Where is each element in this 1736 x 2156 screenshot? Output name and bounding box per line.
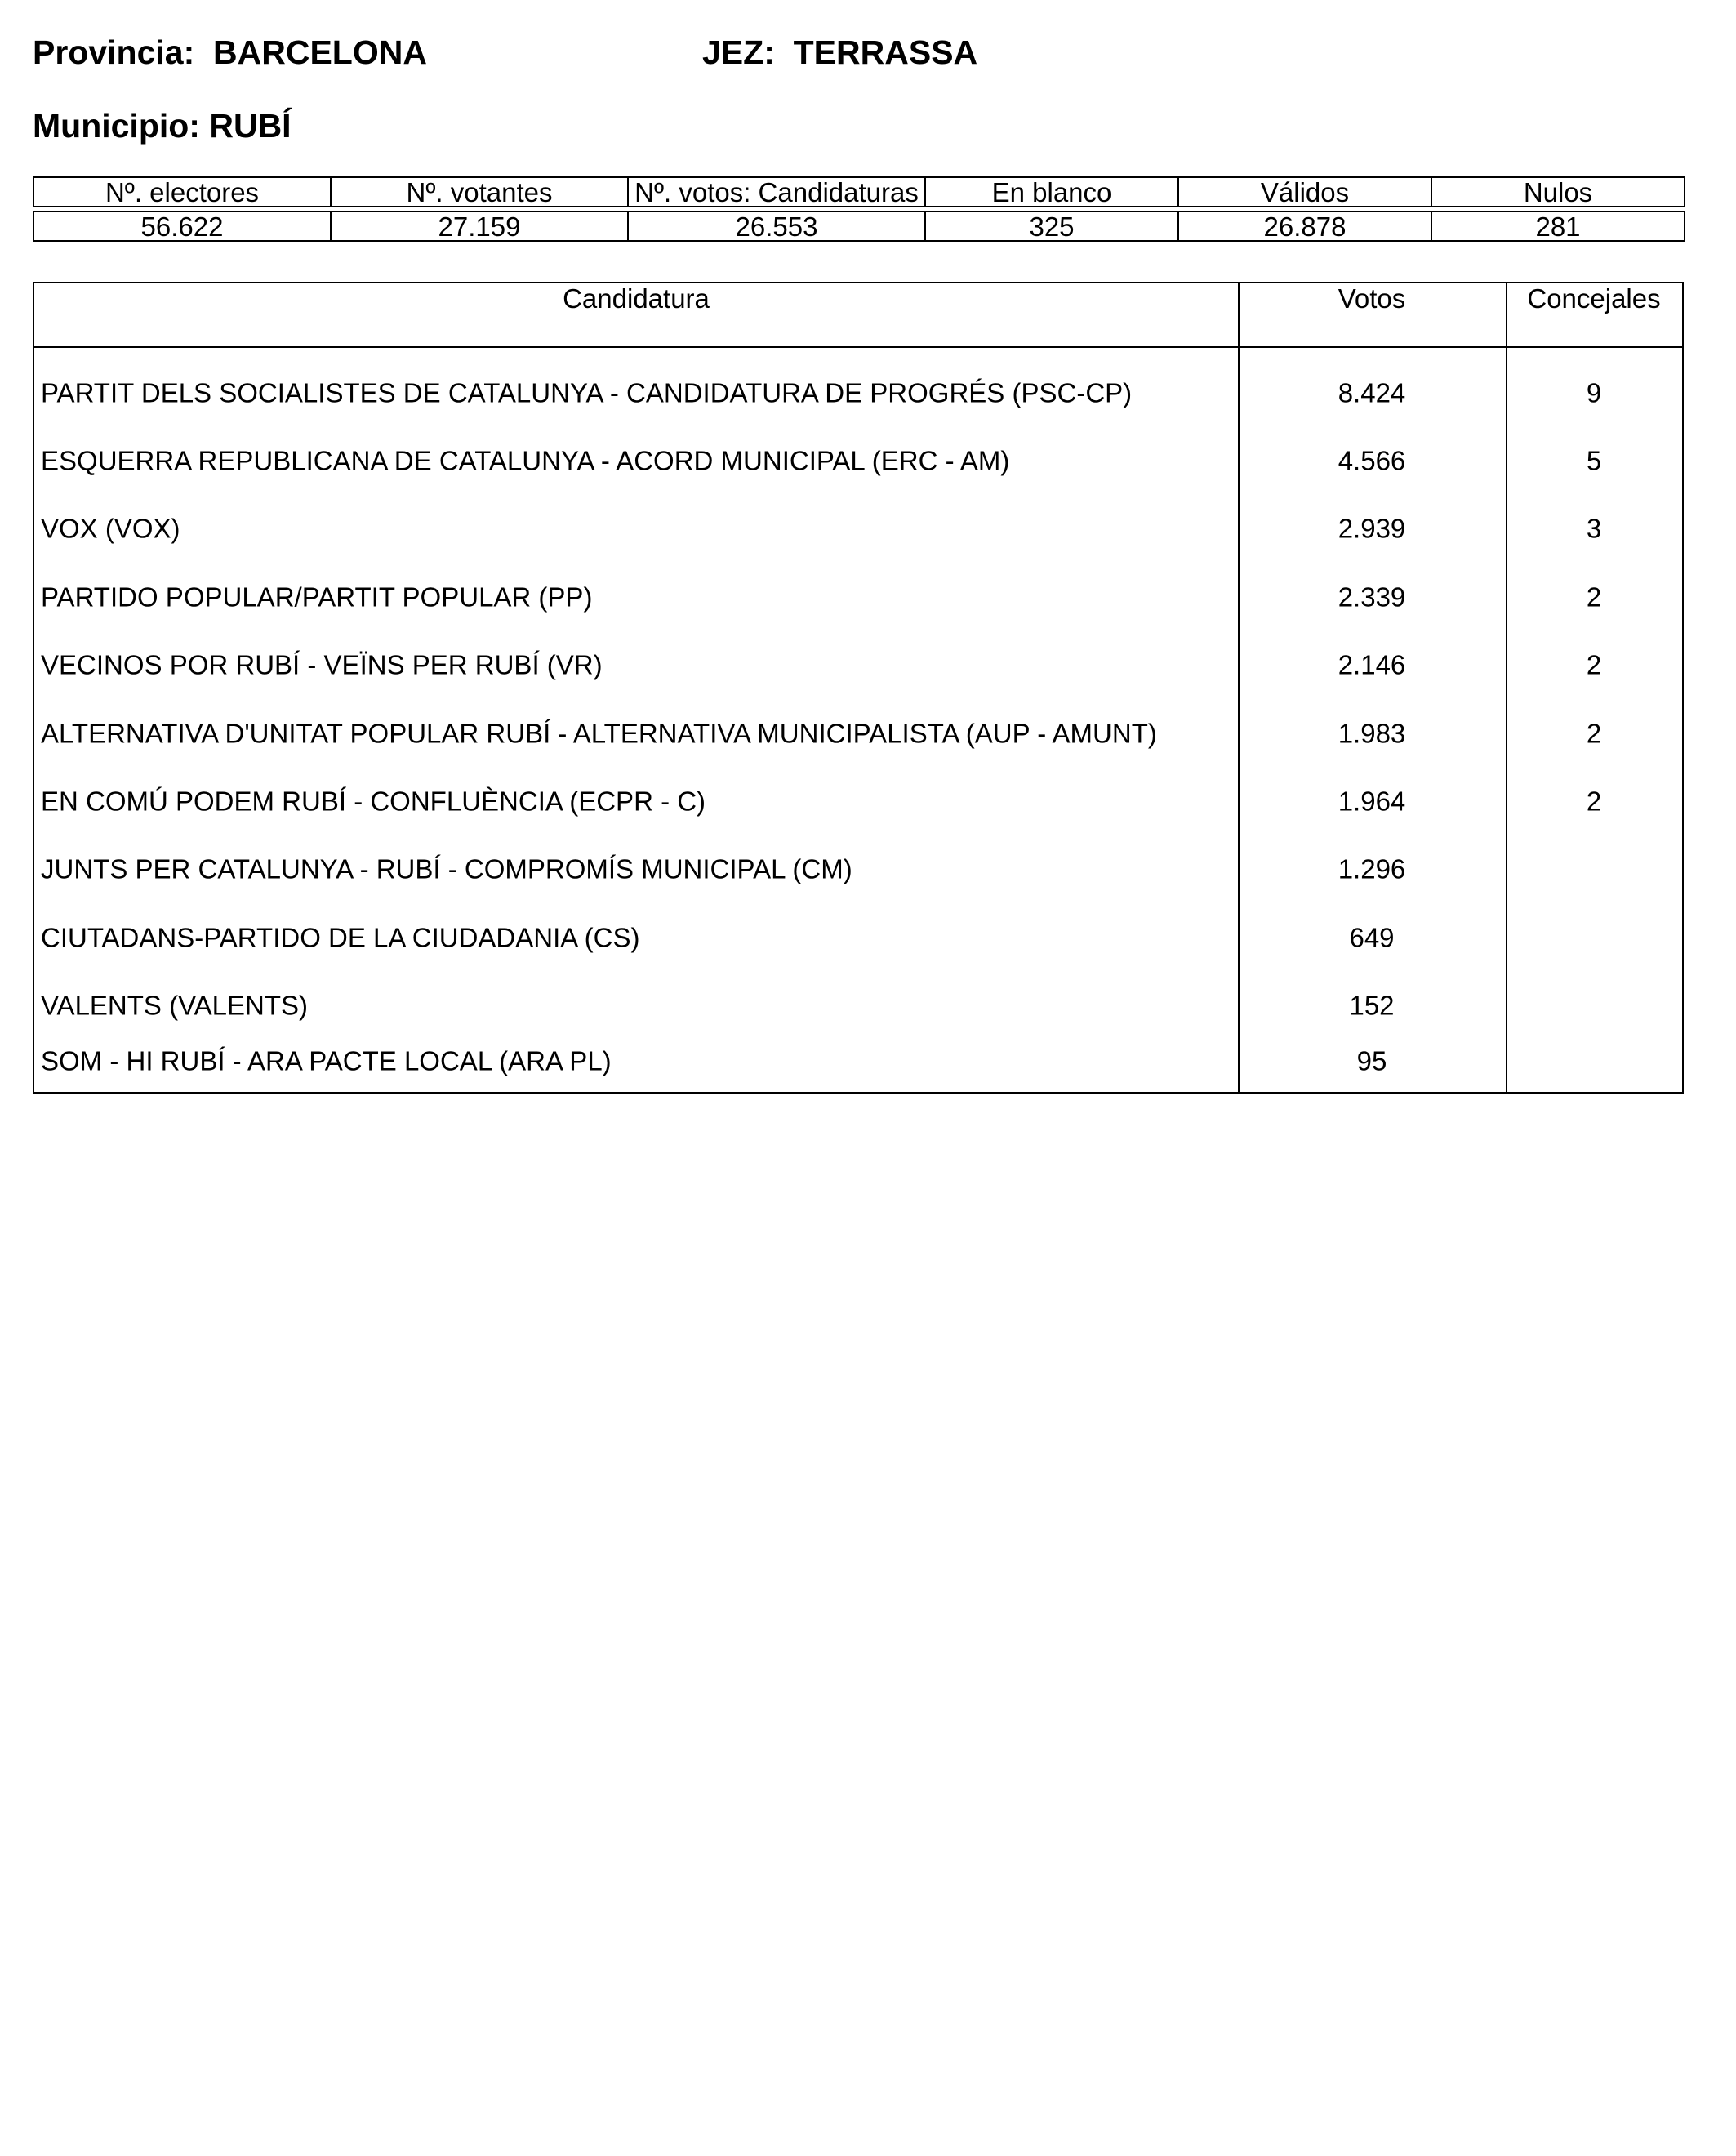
concejales-value: 5 [1586,445,1602,476]
results-table [33,282,1684,1094]
summary-label: Válidos [1178,177,1431,207]
votos-value: 2.939 [1338,513,1406,544]
concejales-value: 3 [1586,513,1602,544]
header-candidatura: Candidatura [563,283,710,314]
municipio-title: Municipio: RUBÍ [33,107,292,145]
candidatura-name: VALENTS (VALENTS) [41,990,309,1021]
summary-header-row [33,177,1685,207]
candidatura-name: CIUTADANS-PARTIDO DE LA CIUDADANIA (CS) [41,922,640,953]
candidatura-name: ALTERNATIVA D'UNITAT POPULAR RUBÍ - ALTERNATIVA MUNICIPALISTA (AUP - AMUNT) [41,718,1157,749]
table-row [34,495,1682,563]
table-row [34,699,1682,767]
votos-value: 1.964 [1338,786,1406,817]
summary-value-row [33,212,1685,241]
table-row [34,631,1682,699]
concejales-value: 2 [1586,649,1602,680]
table-row [34,903,1682,971]
votos-value: 95 [1356,1045,1387,1076]
summary-label: Nº. votos: Candidaturas [628,177,925,207]
votos-value: 649 [1349,922,1395,953]
votos-value: 2.146 [1338,649,1406,680]
concejales-value: 9 [1586,377,1602,408]
summary-value: 56.622 [33,212,331,241]
summary-value: 26.553 [628,212,925,241]
candidatura-name: ESQUERRA REPUBLICANA DE CATALUNYA - ACORD MUNICIPAL (ERC - AM) [41,445,1010,476]
table-row [34,563,1682,630]
concejales-value: 2 [1586,581,1602,612]
summary-label: Nº. electores [33,177,331,207]
votos-value: 1.983 [1338,718,1406,749]
summary-label: En blanco [925,177,1178,207]
table-row [34,359,1682,426]
votos-value: 2.339 [1338,581,1406,612]
table-row [34,1027,1682,1094]
summary-label: Nulos [1431,177,1685,207]
summary-table [33,176,1685,242]
votos-value: 1.296 [1338,853,1406,884]
header-votos: Votos [1338,283,1406,314]
candidatura-name: PARTIT DELS SOCIALISTES DE CATALUNYA - CANDIDATURA DE PROGRÉS (PSC-CP) [41,377,1133,408]
candidatura-name: VOX (VOX) [41,513,180,544]
table-row [34,767,1682,835]
summary-label: Nº. votantes [331,177,628,207]
concejales-value: 2 [1586,718,1602,749]
candidatura-name: EN COMÚ PODEM RUBÍ - CONFLUÈNCIA (ECPR - C) [41,786,706,817]
summary-value: 281 [1431,212,1685,241]
candidatura-name: JUNTS PER CATALUNYA - RUBÍ - COMPROMÍS MUNICIPAL (CM) [41,853,852,884]
votos-value: 8.424 [1338,377,1406,408]
candidatura-name: SOM - HI RUBÍ - ARA PACTE LOCAL (ARA PL) [41,1045,612,1076]
concejales-value: 2 [1586,786,1602,817]
candidatura-name: VECINOS POR RUBÍ - VEÏNS PER RUBÍ (VR) [41,649,603,680]
jez-title: JEZ: TERRASSA [702,33,978,71]
provincia-title: Provincia: BARCELONA [33,33,427,71]
candidatura-name: PARTIDO POPULAR/PARTIT POPULAR (PP) [41,581,593,612]
header-concejales: Concejales [1527,283,1661,314]
table-row [34,835,1682,903]
summary-value: 325 [925,212,1178,241]
votos-value: 152 [1349,990,1395,1021]
table-row [34,426,1682,494]
summary-value: 27.159 [331,212,628,241]
votos-value: 4.566 [1338,445,1406,476]
summary-value: 26.878 [1178,212,1431,241]
